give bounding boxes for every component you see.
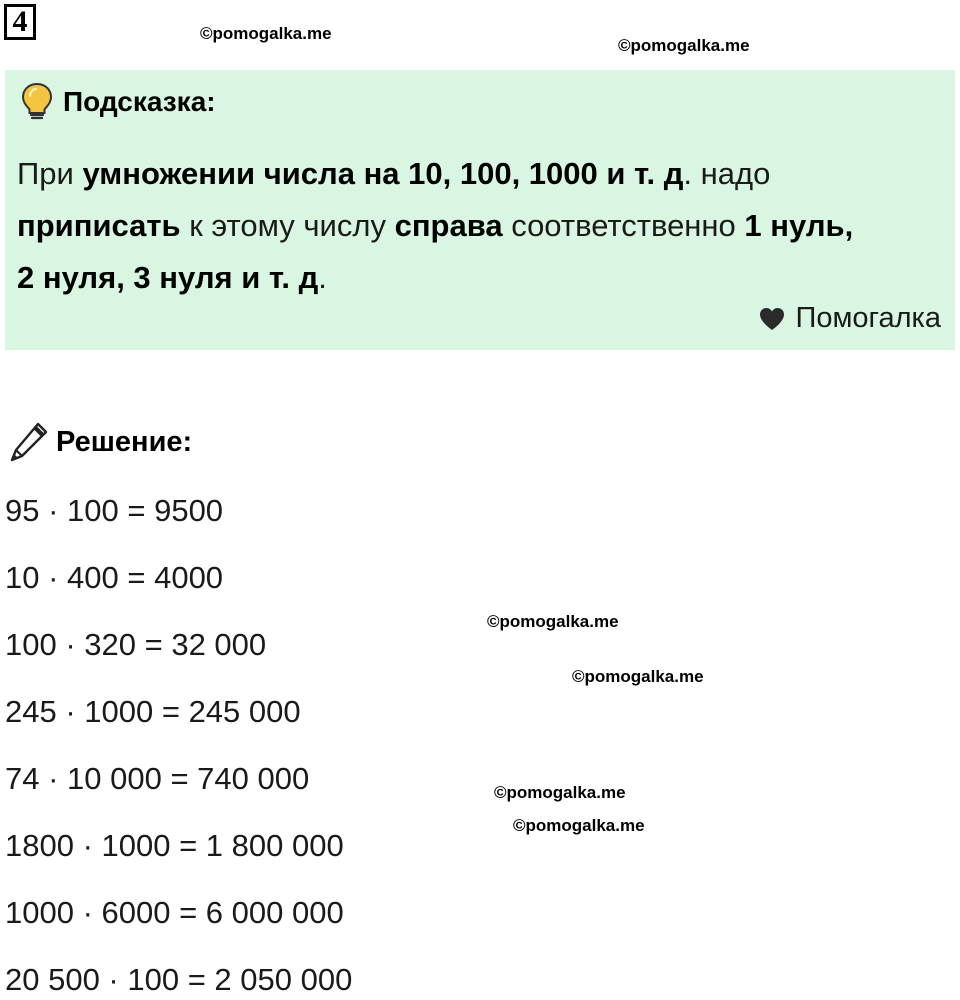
hint-line [17,200,937,252]
task-number: 4 [4,4,36,40]
heart-icon [758,306,786,332]
equation: 74 · 10 000 = 740 000 [5,761,310,796]
equation: 20 500 · 100 = 2 050 000 [5,962,353,997]
pencil-icon [8,420,50,464]
hint-header [21,82,216,122]
hint-bold-fragment: справа [394,208,503,243]
watermark: ©pomogalka.me [572,667,704,686]
equation: 10 · 400 = 4000 [5,560,224,595]
hint-line [17,252,937,304]
solution-title: Решение: [56,425,193,458]
hint-line [17,148,937,200]
watermark: ©pomogalka.me [487,612,619,631]
hint-text-fragment: . [318,260,327,295]
hint-text [17,148,937,304]
hint-text-fragment: соответственно [502,208,745,243]
equation: 1000 · 6000 = 6 000 000 [5,895,344,930]
equation: 1800 · 1000 = 1 800 000 [5,828,344,863]
equation: 100 · 320 = 32 000 [5,627,267,662]
brand-signature [758,302,941,335]
lightbulb-icon [21,82,53,122]
hint-bold-fragment: 1 нуль, [744,208,854,243]
watermark: ©pomogalka.me [618,36,750,55]
equation: 245 · 1000 = 245 000 [5,694,301,729]
hint-text-fragment: При [17,156,83,191]
hint-bold-fragment: приписать [17,208,181,243]
hint-bold-fragment: 2 нуля, 3 нуля и т. д [17,260,319,295]
equation: 95 · 100 = 9500 [5,493,224,528]
solution-header [8,420,192,464]
watermark: ©pomogalka.me [513,816,645,835]
hint-text-fragment: к этому числу [180,208,395,243]
watermark: ©pomogalka.me [494,783,626,802]
brand-name: Помогалка [795,302,941,334]
hint-text-fragment: . надо [683,156,771,191]
hint-title: Подсказка: [63,86,216,117]
hint-box [5,70,955,350]
hint-bold-fragment: умножении числа на 10, 100, 1000 и т. д [82,156,684,191]
watermark: ©pomogalka.me [200,24,332,43]
